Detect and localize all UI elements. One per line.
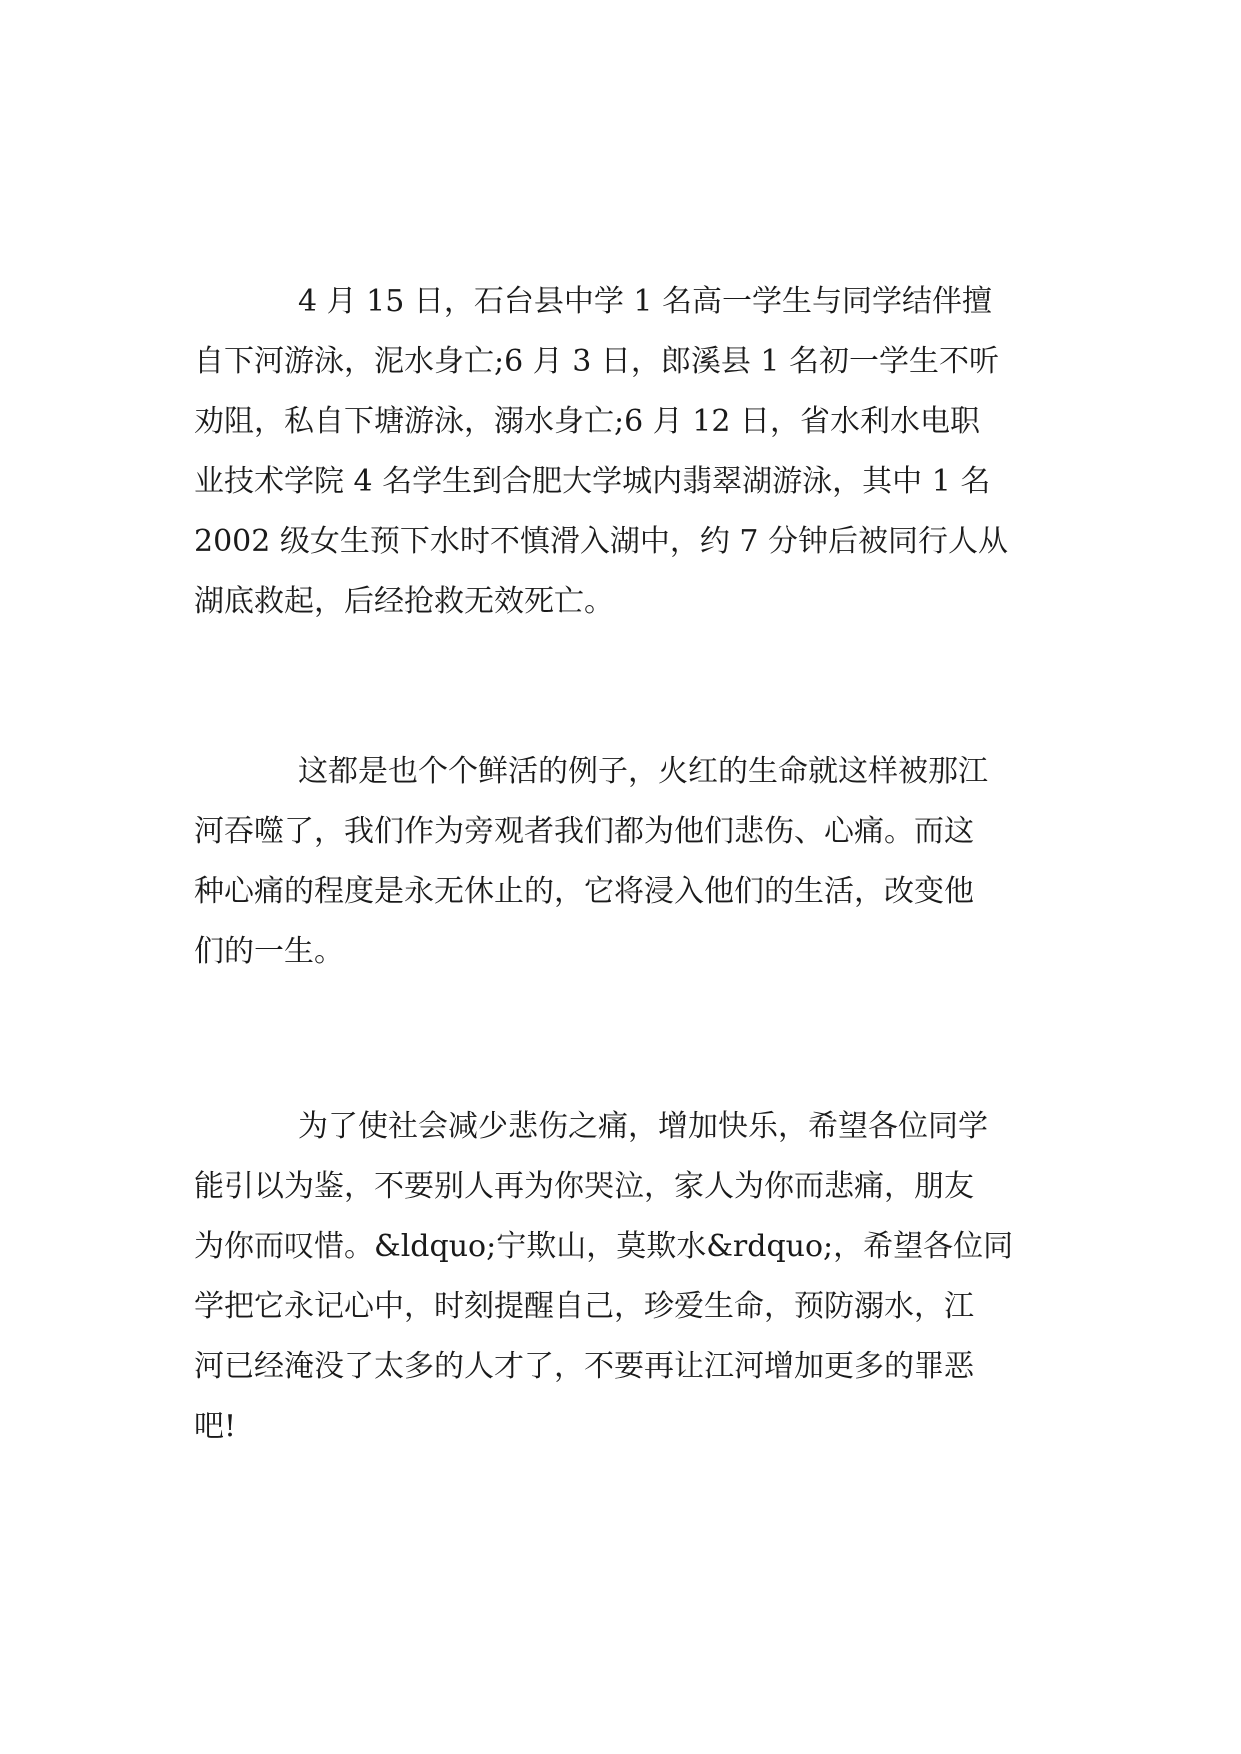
paragraph-drowning-incidents: [194, 272, 1060, 632]
paragraph-line: 能引以为鉴，不要别人再为你哭泣，家人为你而悲痛，朋友: [194, 1169, 974, 1204]
paragraph-line: 为你而叹惜。&ldquo;宁欺山，莫欺水&rdquo;，希望各位同: [194, 1229, 1014, 1264]
paragraph-line: 们的一生。: [194, 934, 344, 969]
paragraph-line: 学把它永记心中，时刻提醒自己，珍爱生命，预防溺水，江: [194, 1289, 974, 1324]
paragraph-line: 业技术学院 4 名学生到合肥大学城内翡翠湖游泳，其中 1 名: [194, 464, 991, 499]
paragraph-line: 劝阻，私自下塘游泳，溺水身亡;6 月 12 日，省水利水电职: [194, 404, 980, 439]
paragraph-line: 吧!: [194, 1409, 237, 1444]
paragraph-line: 这都是也个个鲜活的例子，火红的生命就这样被那江: [298, 754, 988, 789]
paragraph-line: 4 月 15 日，石台县中学 1 名高一学生与同学结伴擅: [298, 284, 993, 319]
paragraph-line: 河已经淹没了太多的人才了，不要再让江河增加更多的罪恶: [194, 1349, 974, 1384]
paragraph-line: 2002 级女生预下水时不慎滑入湖中，约 7 分钟后被同行人从: [194, 524, 1009, 559]
paragraph-line: 自下河游泳，泥水身亡;6 月 3 日，郎溪县 1 名初一学生不听: [194, 344, 1000, 379]
paragraph-line: 河吞噬了，我们作为旁观者我们都为他们悲伤、心痛。而这: [194, 814, 974, 849]
paragraph-line: 湖底救起，后经抢救无效死亡。: [194, 584, 614, 619]
paragraph-reflection: [194, 742, 1060, 982]
paragraph-line: 种心痛的程度是永无休止的，它将浸入他们的生活，改变他: [194, 874, 974, 909]
paragraph-appeal: [194, 1097, 1060, 1457]
paragraph-line: 为了使社会减少悲伤之痛，增加快乐，希望各位同学: [298, 1109, 988, 1144]
